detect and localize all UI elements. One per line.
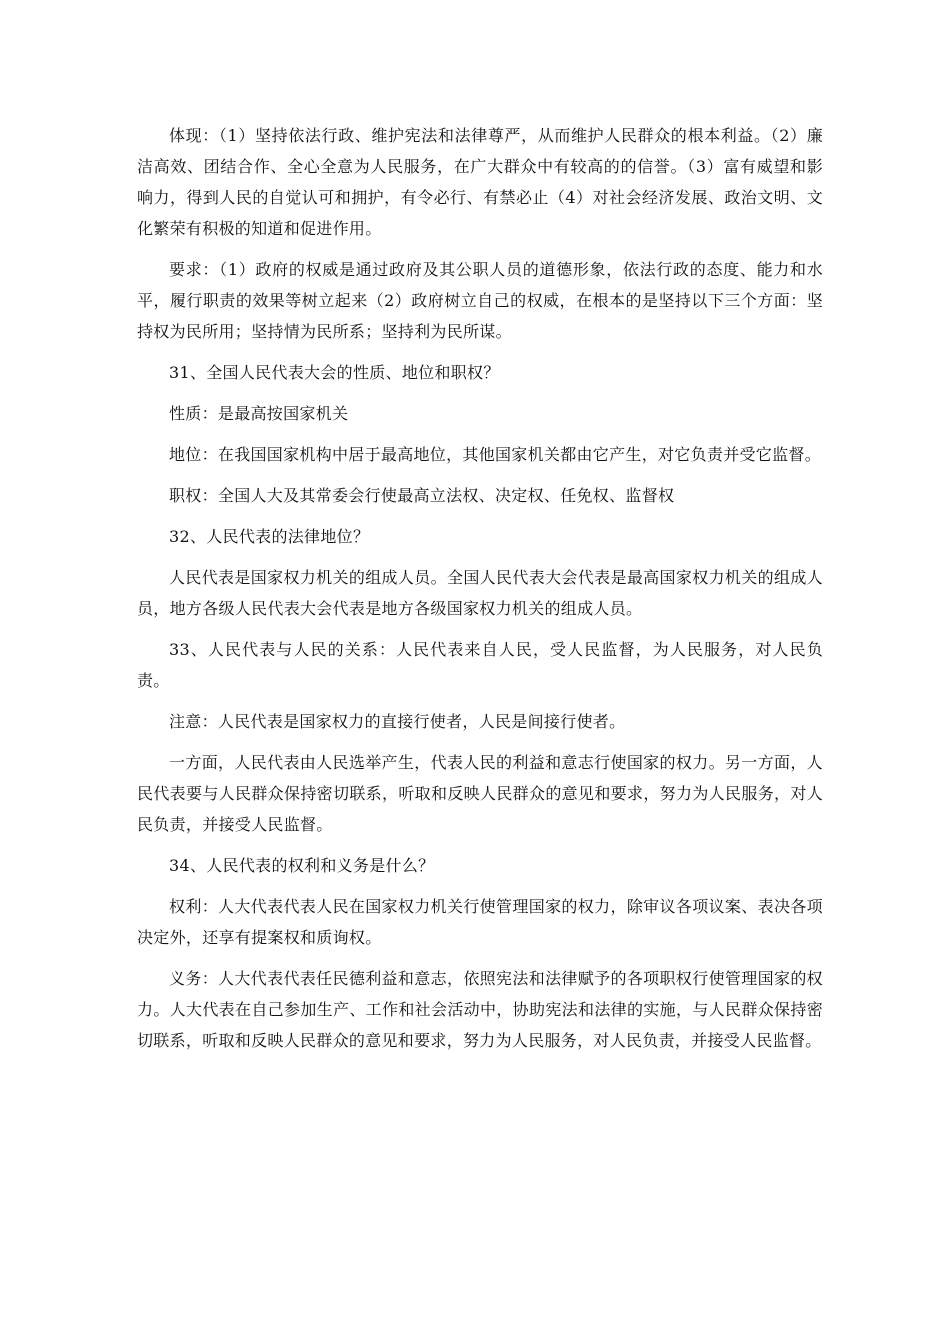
paragraph-nature: 性质：是最高按国家机关 (169, 404, 349, 423)
paragraph-note: 注意：人民代表是国家权力的直接行使者，人民是间接行使者。 (169, 712, 626, 731)
paragraph-duties: 义务：人大代表代表任民德利益和意志，依照宪法和法律赋予的各项职权行使管理国家的权力。人大代表在自己参加生产、工作和社会活动中，协助宪法和法律的实施，与人民群众保持密切联系，听取和反映人民群众的意见和要求，努力为人民服务，对人民负责，并接受人民监督。 (137, 969, 823, 1050)
paragraph-requirements: 要求：（1）政府的权威是通过政府及其公职人员的道德形象，依法行政的态度、能力和水平，履行职责的效果等树立起来（2）政府树立自己的权威，在根本的是坚持以下三个方面：坚持权为民所用；坚持情为民所系；坚持利为民所谋。 (137, 260, 823, 341)
paragraph-status: 地位：在我国国家机构中居于最高地位，其他国家机关都由它产生，对它负责并受它监督。 (169, 445, 822, 464)
paragraph-rights: 权利：人大代表代表人民在国家权力机关行使管理国家的权力，除审议各项议案、表决各项决定外，还享有提案权和质询权。 (137, 897, 823, 947)
heading-q31: 31、全国人民代表大会的性质、地位和职权？ (169, 363, 500, 382)
paragraph-relationship: 一方面，人民代表由人民选举产生，代表人民的利益和意志行使国家的权力。另一方面，人民代表要与人民群众保持密切联系，听取和反映人民群众的意见和要求，努力为人民服务，对人民负责，并接受人民监督。 (137, 753, 823, 834)
heading-q33: 33、人民代表与人民的关系：人民代表来自人民，受人民监督，为人民服务，对人民负责。 (137, 640, 823, 690)
paragraph-legal-status: 人民代表是国家权力机关的组成人员。全国人民代表大会代表是最高国家权力机关的组成人员，地方各级人民代表大会代表是地方各级国家权力机关的组成人员。 (137, 568, 823, 618)
paragraph-powers: 职权：全国人大及其常委会行使最高立法权、决定权、任免权、监督权 (169, 486, 675, 505)
heading-q32: 32、人民代表的法律地位？ (169, 527, 370, 546)
document-body (137, 120, 823, 1066)
heading-q34: 34、人民代表的权利和义务是什么？ (169, 856, 435, 875)
paragraph-embodiment: 体现：（1）坚持依法行政、维护宪法和法律尊严，从而维护人民群众的根本利益。（2）廉洁高效、团结合作、全心全意为人民服务，在广大群众中有较高的的信誉。（3）富有威望和影响力，得到人民的自觉认可和拥护，有令必行、有禁必止（4）对社会经济发展、政治文明、文化繁荣有积极的知道和促进作用。 (137, 126, 823, 238)
